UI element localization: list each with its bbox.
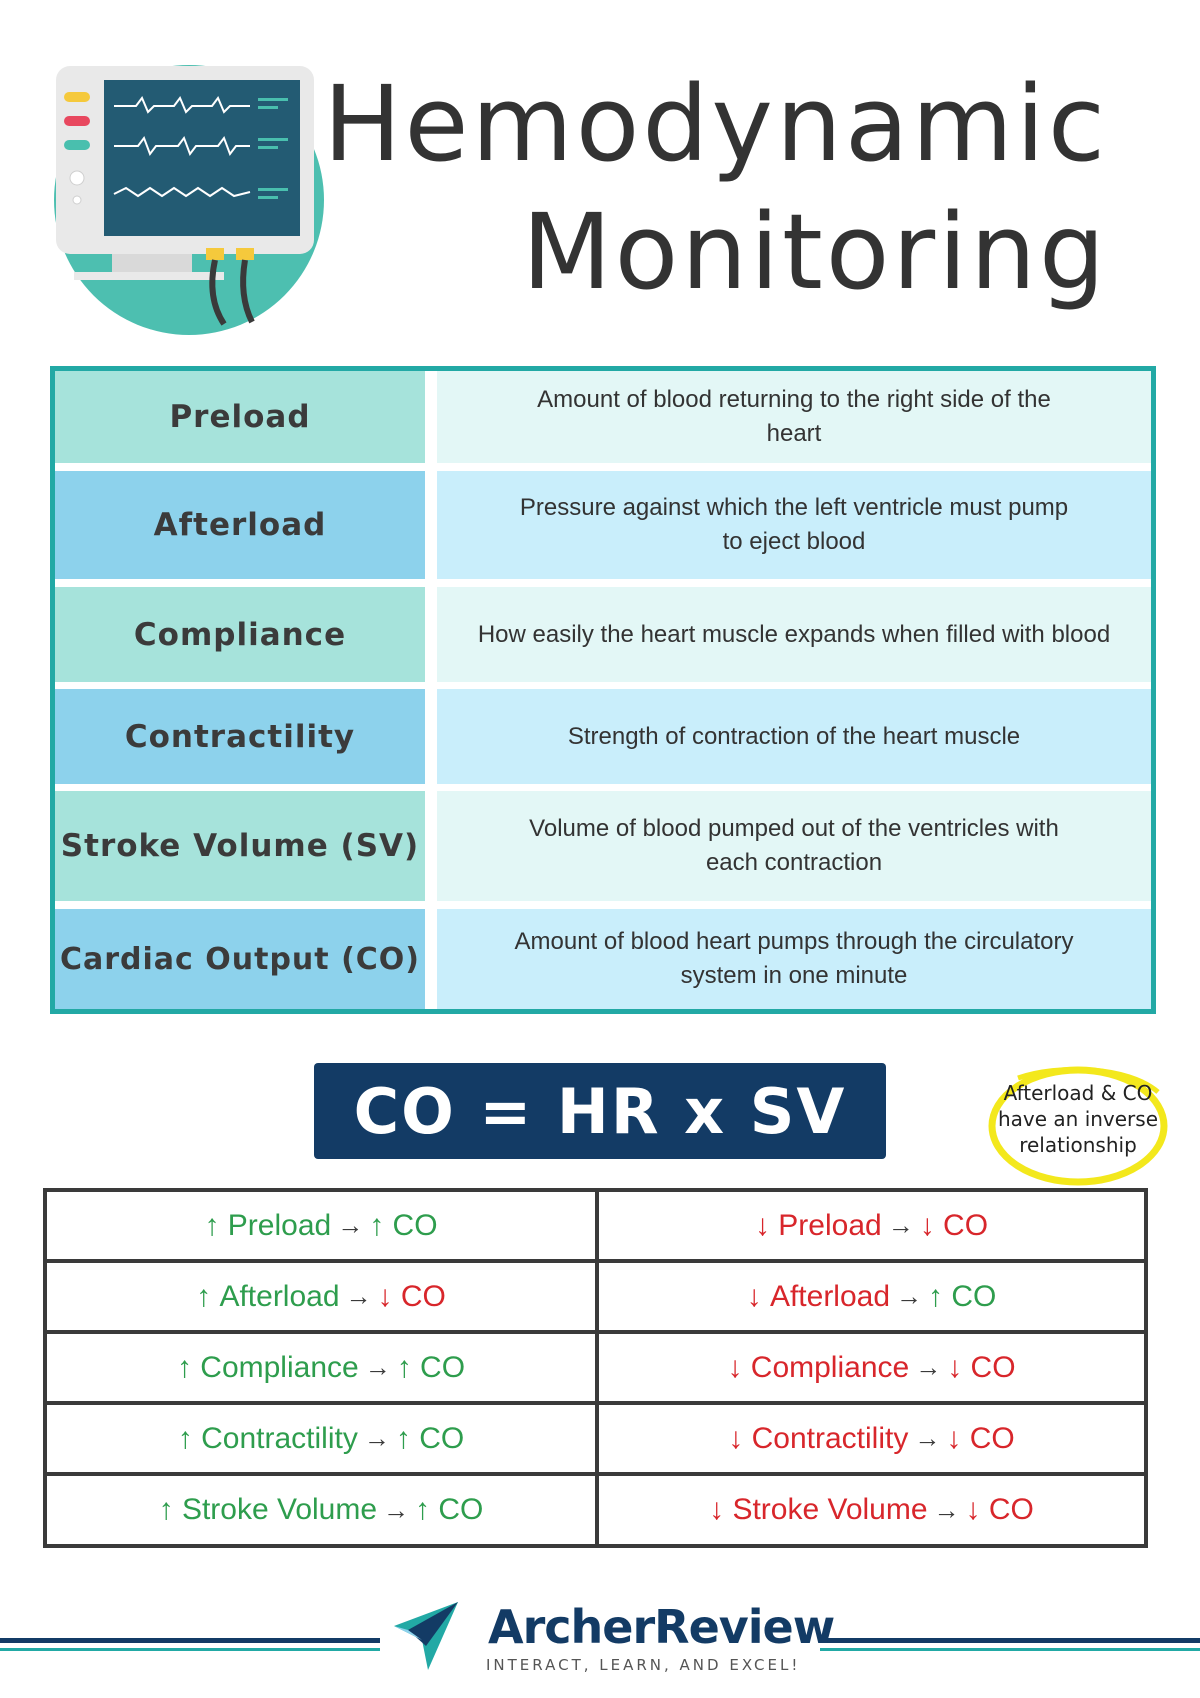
right-arrow-icon: → (345, 1281, 372, 1311)
right-arrow-icon: → (914, 1423, 941, 1453)
definition-term: Contractility (55, 689, 425, 784)
effect-outcome: CO (988, 1493, 1034, 1526)
down-arrow-icon: ↓ (754, 1208, 770, 1242)
right-arrow-icon: → (383, 1494, 410, 1525)
up-arrow-icon: ↑ (177, 1421, 193, 1455)
effect-term: Compliance (200, 1350, 359, 1384)
up-arrow-icon: ↑ (196, 1279, 212, 1313)
effect-term: Afterload (219, 1279, 340, 1313)
definitions-table (50, 366, 1156, 1014)
increase-effect-cell (47, 1334, 599, 1401)
definition-term: Stroke Volume (SV) (55, 791, 425, 901)
definition-row (55, 587, 1151, 682)
effect-term: Stroke Volume (181, 1493, 378, 1526)
definition-description: Strength of contraction of the heart muscle (437, 689, 1151, 784)
effect-outcome: CO (420, 1350, 466, 1384)
decrease-effect-cell (599, 1334, 1144, 1401)
effect-term: Contractility (201, 1421, 358, 1455)
right-arrow-icon: → (887, 1210, 914, 1240)
right-arrow-icon: → (364, 1352, 391, 1382)
definition-term: Afterload (55, 471, 425, 579)
effects-row (47, 1405, 1144, 1476)
definition-description: Volume of blood pumped out of the ventricles with each contraction (437, 791, 1151, 901)
effect-outcome: CO (419, 1421, 465, 1455)
footer-divider-left-thin (0, 1648, 380, 1651)
decrease-effect-cell (599, 1476, 1144, 1544)
down-arrow-icon: ↓ (947, 1350, 963, 1384)
up-arrow-icon: ↑ (176, 1350, 192, 1384)
down-arrow-icon: ↓ (946, 1421, 962, 1455)
up-arrow-icon: ↑ (395, 1421, 411, 1455)
effects-row (47, 1334, 1144, 1405)
decrease-effect-cell (599, 1263, 1144, 1330)
down-arrow-icon: ↓ (377, 1279, 393, 1313)
down-arrow-icon: ↓ (965, 1493, 981, 1526)
formula-banner: CO = HR x SV (314, 1063, 886, 1159)
increase-effect-cell (47, 1263, 599, 1330)
down-arrow-icon: ↓ (728, 1421, 744, 1455)
footer-divider-left (0, 1638, 380, 1643)
right-arrow-icon: → (337, 1210, 364, 1240)
increase-effect-cell (47, 1476, 599, 1544)
right-arrow-icon: → (915, 1352, 942, 1382)
definition-description: Amount of blood returning to the right side of the heart (437, 371, 1151, 463)
up-arrow-icon: ↑ (204, 1208, 220, 1242)
down-arrow-icon: ↓ (919, 1208, 935, 1242)
definition-row (55, 371, 1151, 463)
decrease-effect-cell (599, 1192, 1144, 1259)
down-arrow-icon: ↓ (727, 1350, 743, 1384)
effect-term: Stroke Volume (732, 1493, 928, 1526)
note-text: Afterload & CO have an inverse relationship (997, 1081, 1159, 1157)
effects-row (47, 1263, 1144, 1334)
right-arrow-icon: → (933, 1494, 960, 1525)
right-arrow-icon: → (896, 1281, 923, 1311)
effects-table (43, 1188, 1148, 1548)
up-arrow-icon: ↑ (928, 1279, 944, 1313)
up-arrow-icon: ↑ (396, 1350, 412, 1384)
definition-row (55, 909, 1151, 1009)
effect-outcome: CO (400, 1279, 446, 1313)
definition-row (55, 689, 1151, 784)
effect-outcome: CO (951, 1279, 997, 1313)
footer-divider-right-thin (820, 1648, 1200, 1651)
monitor-icon (46, 62, 336, 342)
footer-divider-right (820, 1638, 1200, 1643)
down-arrow-icon: ↓ (709, 1493, 725, 1526)
effect-outcome: CO (392, 1208, 438, 1242)
brand-name: ArcherReview (488, 1600, 835, 1654)
increase-effect-cell (47, 1192, 599, 1259)
effect-outcome: CO (969, 1421, 1015, 1455)
effect-term: Preload (227, 1208, 332, 1242)
definition-term: Compliance (55, 587, 425, 682)
definition-description: Amount of blood heart pumps through the circulatory system in one minute (437, 909, 1151, 1009)
effect-term: Afterload (769, 1279, 891, 1313)
page-title-line2: Monitoring (521, 191, 1108, 313)
definition-row (55, 471, 1151, 579)
page-title-line1: Hemodynamic (323, 63, 1108, 185)
definition-description: How easily the heart muscle expands when filled with blood (437, 587, 1151, 682)
up-arrow-icon: ↑ (158, 1493, 174, 1526)
right-arrow-icon: → (363, 1423, 390, 1453)
effect-term: Preload (778, 1208, 882, 1242)
effect-outcome: CO (438, 1493, 484, 1526)
down-arrow-icon: ↓ (746, 1279, 762, 1313)
definition-term: Preload (55, 371, 425, 463)
definition-row (55, 791, 1151, 901)
up-arrow-icon: ↑ (415, 1493, 431, 1526)
effects-row (47, 1476, 1144, 1544)
effect-outcome: CO (943, 1208, 989, 1242)
decrease-effect-cell (599, 1405, 1144, 1472)
brand-tagline: INTERACT, LEARN, AND EXCEL! (486, 1656, 801, 1674)
increase-effect-cell (47, 1405, 599, 1472)
archer-logo-icon (388, 1596, 468, 1676)
definition-description: Pressure against which the left ventricle must pump to eject blood (437, 471, 1151, 579)
effect-term: Compliance (750, 1350, 910, 1384)
effect-term: Contractility (751, 1421, 909, 1455)
up-arrow-icon: ↑ (369, 1208, 385, 1242)
effects-row (47, 1192, 1144, 1263)
inverse-relationship-note (978, 1062, 1178, 1190)
effect-outcome: CO (970, 1350, 1016, 1384)
definition-term: Cardiac Output (CO) (55, 909, 425, 1009)
